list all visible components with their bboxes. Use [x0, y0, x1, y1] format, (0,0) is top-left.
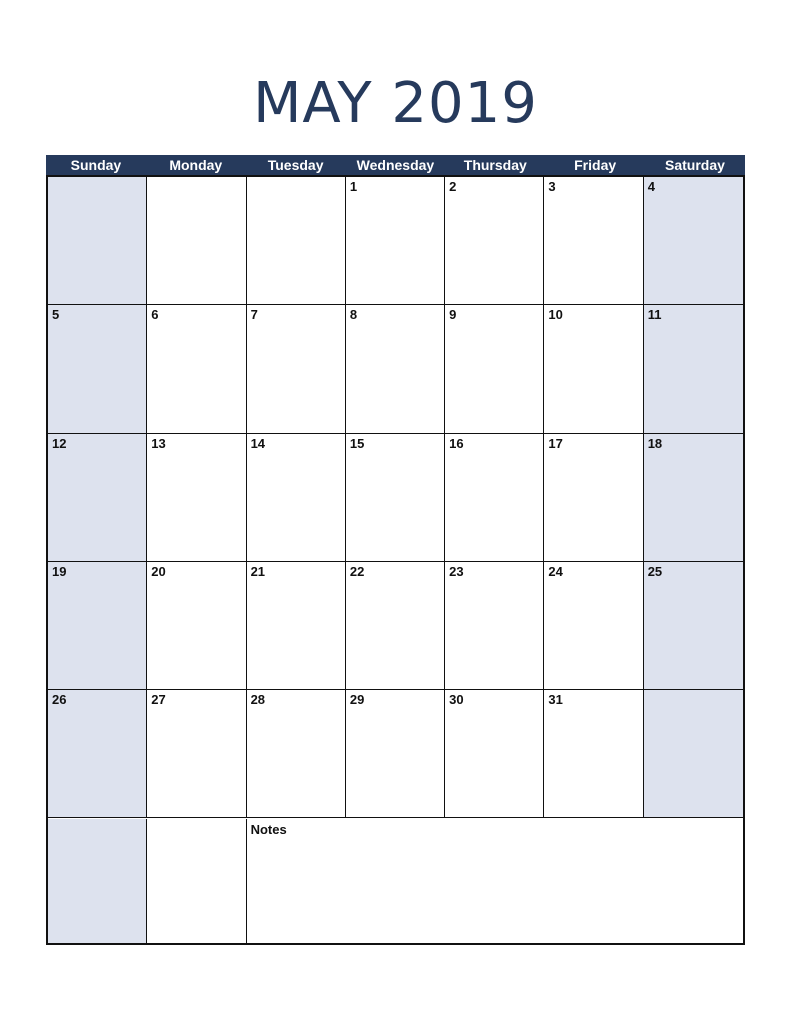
- day-cell[interactable]: [346, 562, 445, 690]
- day-number: 22: [349, 563, 365, 579]
- weekday-tuesday: Tuesday: [267, 157, 324, 173]
- day-cell[interactable]: [346, 177, 445, 305]
- day-cell[interactable]: [544, 177, 643, 305]
- day-cell[interactable]: [247, 305, 346, 433]
- day-cell[interactable]: [544, 434, 643, 562]
- weekday-saturday: Saturday: [665, 157, 725, 173]
- weekday-monday: Monday: [169, 157, 223, 173]
- day-number: 20: [151, 563, 166, 579]
- day-cell[interactable]: [48, 177, 147, 305]
- day-number: 21: [250, 563, 266, 579]
- day-number: 19: [52, 563, 67, 579]
- day-cell[interactable]: [48, 690, 147, 818]
- day-cell[interactable]: [147, 305, 246, 433]
- day-number: 31: [548, 692, 563, 708]
- weekday-thursday: Thursday: [463, 157, 527, 173]
- day-number: 7: [250, 307, 258, 323]
- day-cell[interactable]: [247, 177, 346, 305]
- day-number: 9: [449, 307, 457, 323]
- day-cell[interactable]: [247, 562, 346, 690]
- day-cell[interactable]: [644, 305, 743, 433]
- weekday-wednesday: Wednesday: [356, 157, 435, 173]
- day-number: 14: [250, 435, 266, 451]
- day-cell[interactable]: [644, 177, 743, 305]
- day-cell[interactable]: [445, 177, 544, 305]
- day-number: 30: [449, 692, 464, 708]
- day-number: 12: [52, 435, 67, 451]
- day-number: 16: [449, 435, 464, 451]
- day-cell[interactable]: [346, 690, 445, 818]
- day-number: 2: [449, 179, 457, 194]
- day-cell[interactable]: [48, 305, 147, 433]
- day-number: 23: [449, 563, 464, 579]
- day-cell[interactable]: [544, 305, 643, 433]
- day-number: 27: [151, 692, 166, 708]
- day-cell[interactable]: [247, 690, 346, 818]
- day-cell[interactable]: [147, 434, 246, 562]
- day-cell[interactable]: [544, 690, 643, 818]
- day-cell[interactable]: [346, 434, 445, 562]
- day-cell[interactable]: [644, 690, 743, 818]
- day-cell[interactable]: [147, 177, 246, 305]
- day-cell[interactable]: [644, 562, 743, 690]
- day-number: 11: [647, 307, 662, 323]
- day-number: 10: [548, 307, 563, 323]
- day-number: 25: [647, 563, 663, 579]
- weekday-friday: Friday: [574, 157, 617, 173]
- day-number: 13: [151, 435, 166, 451]
- day-number: 18: [647, 435, 663, 451]
- day-cell[interactable]: [247, 434, 346, 562]
- calendar-grid: [46, 175, 745, 945]
- day-cell[interactable]: [644, 434, 743, 562]
- day-cell[interactable]: [147, 690, 246, 818]
- weekday-header: [46, 155, 745, 175]
- day-cell[interactable]: [445, 305, 544, 433]
- day-number: 5: [52, 307, 60, 323]
- day-number: 4: [647, 179, 655, 194]
- day-cell[interactable]: [147, 562, 246, 690]
- day-cell[interactable]: [48, 434, 147, 562]
- extra-cell[interactable]: [48, 819, 147, 944]
- day-number: 26: [52, 692, 67, 708]
- day-number: 24: [548, 563, 563, 579]
- day-number: 29: [349, 692, 365, 708]
- day-number: 3: [548, 179, 556, 194]
- day-number: 8: [349, 307, 358, 323]
- weekday-sunday: Sunday: [70, 157, 122, 173]
- notes-label: Notes: [250, 821, 287, 837]
- day-cell[interactable]: [346, 305, 445, 433]
- day-number: 15: [349, 435, 365, 451]
- notes-area[interactable]: [247, 819, 743, 944]
- page-title: MAY 2019: [253, 71, 538, 136]
- day-number: 1: [349, 179, 358, 194]
- day-cell[interactable]: [445, 690, 544, 818]
- day-number: 17: [548, 435, 563, 451]
- day-cell[interactable]: [445, 562, 544, 690]
- day-cell[interactable]: [544, 562, 643, 690]
- day-number: 6: [151, 307, 159, 323]
- calendar: [46, 155, 745, 945]
- day-cell[interactable]: [48, 562, 147, 690]
- extra-cell[interactable]: [147, 819, 246, 944]
- day-cell[interactable]: [445, 434, 544, 562]
- day-number: 28: [250, 692, 266, 708]
